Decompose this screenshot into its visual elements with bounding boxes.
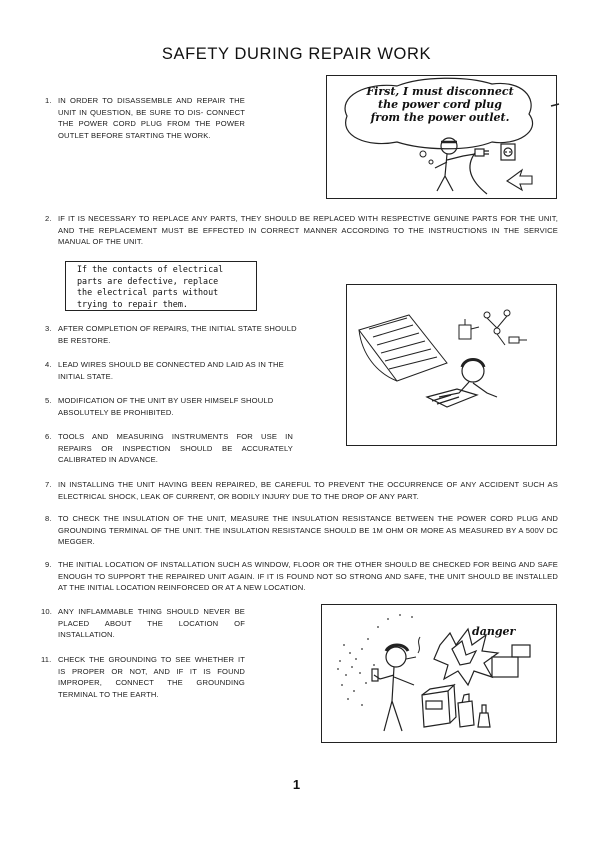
illustration-danger bbox=[321, 604, 557, 743]
person-spraying-icon bbox=[372, 645, 414, 731]
item-text: ANY INFLAMMABLE THING SHOULD NEVER BE PLACED ABOUT THE LOCATION OF INSTALLATION. bbox=[58, 607, 245, 640]
spray-scene-icon bbox=[322, 605, 556, 742]
item-number: 4. bbox=[45, 360, 52, 369]
item-text: TO CHECK THE INSULATION OF THE UNIT, MEASURE THE INSULATION RESISTANCE BETWEEN THE POWER CORD PLUG AND GROUNDING TERMINAL OF THE UNIT. THE INSULATION RESISTANCE SHOULD BE 1M OHM OR MORE AS MEASURED BY A 500V DC MEGGER. bbox=[58, 514, 558, 547]
list-item-4 bbox=[45, 359, 305, 382]
note-line: parts are defective, replace bbox=[77, 275, 219, 286]
list-item-5 bbox=[45, 395, 305, 418]
item-text: MODIFICATION OF THE UNIT BY USER HIMSELF SHOULD ABSOLUTELY BE PROHIBITED. bbox=[58, 396, 274, 417]
item-number: 10. bbox=[41, 607, 53, 616]
list-item-3 bbox=[45, 323, 305, 346]
item-text: IN INSTALLING THE UNIT HAVING BEEN REPAIRED, BE CAREFUL TO PREVENT THE OCCURRENCE OF ANY ACCIDENT SUCH AS ELECTRICAL SHOCK, LEAK OF CURRENT, OR BODILY INJURY DUE TO THE DROP OF ANY PART. bbox=[58, 480, 558, 501]
list-item-2 bbox=[45, 213, 558, 248]
list-item-7 bbox=[45, 479, 558, 502]
danger-label: danger bbox=[472, 625, 516, 638]
item-number: 11. bbox=[41, 655, 52, 664]
item-text: IN ORDER TO DISASSEMBLE AND REPAIR THE UNIT IN QUESTION, BE SURE TO DIS- CONNECT THE POWER CORD PLUG FROM THE POWER OUTLET BEFORE STARTING THE WORK. bbox=[58, 96, 245, 140]
list-item-11 bbox=[41, 654, 245, 700]
item-number: 3. bbox=[45, 324, 52, 333]
item-text: IF IT IS NECESSARY TO REPLACE ANY PARTS, THEY SHOULD BE REPLACED WITH RESPECTIVE GENUINE PARTS FOR THE UNIT, AND THE REPLACEMENT MUST BE EFFECTED IN CORRECT MANNER ACCORDING TO THE INSTRUCTIONS IN THE SERVICE MANUAL OF THE UNIT. bbox=[58, 214, 558, 247]
illustration-disconnect-plug bbox=[326, 75, 557, 199]
components-icon bbox=[459, 310, 527, 345]
page-number: 1 bbox=[292, 777, 301, 792]
item-text: LEAD WIRES SHOULD BE CONNECTED AND LAID AS IN THE INITIAL STATE. bbox=[58, 360, 284, 381]
illustration-service-manual bbox=[346, 284, 557, 446]
outlet-icon bbox=[501, 144, 515, 160]
page-title: SAFETY DURING REPAIR WORK bbox=[161, 45, 432, 63]
plug-icon bbox=[470, 149, 489, 194]
gasoline-can-icon bbox=[422, 685, 456, 727]
item-text: AFTER COMPLETION OF REPAIRS, THE INITIAL STATE SHOULD BE RESTORE. bbox=[58, 324, 297, 345]
list-item-8 bbox=[45, 513, 558, 548]
note-line: If the contacts of electrical bbox=[77, 264, 224, 274]
item-text: CHECK THE GROUNDING TO SEE WHETHER IT IS PROPER OR NOT, AND IF IT IS FOUND IMPROPER, CONNECT THE GROUNDING TERMINAL TO THE EARTH. bbox=[58, 655, 245, 699]
arrow-icon bbox=[507, 170, 532, 190]
item-number: 8. bbox=[45, 514, 52, 523]
man-icon bbox=[435, 138, 475, 191]
manual-icon bbox=[347, 285, 556, 445]
item-number: 1. bbox=[45, 96, 52, 105]
item-number: 2. bbox=[45, 214, 52, 223]
list-item-10 bbox=[41, 606, 245, 641]
note-line: trying to repair them. bbox=[77, 298, 188, 309]
bottle-icon bbox=[458, 694, 490, 727]
list-item-9 bbox=[45, 559, 558, 594]
item-text: TOOLS AND MEASURING INSTRUMENTS FOR USE IN REPAIRS OR INSPECTION SHOULD BE ACCURATELY CALIBRATED IN ADVANCE. bbox=[58, 432, 293, 465]
item-number: 9. bbox=[45, 560, 52, 569]
list-item-6 bbox=[45, 431, 293, 466]
cigarette-icon bbox=[406, 637, 420, 659]
note-line: the electrical parts without bbox=[77, 287, 219, 298]
note-box bbox=[65, 261, 257, 311]
item-number: 6. bbox=[45, 432, 52, 441]
list-item-1 bbox=[45, 95, 245, 141]
item-number: 5. bbox=[45, 396, 52, 405]
item-text: THE INITIAL LOCATION OF INSTALLATION SUCH AS WINDOW, FLOOR OR THE OTHER SHOULD BE CHECKED FOR BEING AND SAFE ENOUGH TO SUPPORT THE REPAIRED UNIT AGAIN. IF IT IS FOUND NOT SO STRONG AND SAFE, THE UNIT SHOULD BE INSTALLED AT THE INITIAL LOCATION REINFORCED OR AT A NEW LOCATION. bbox=[58, 560, 558, 593]
item-number: 7. bbox=[45, 480, 52, 489]
speech-text: First, I must disconnect the power cord plug from the power outlet. bbox=[366, 85, 514, 124]
